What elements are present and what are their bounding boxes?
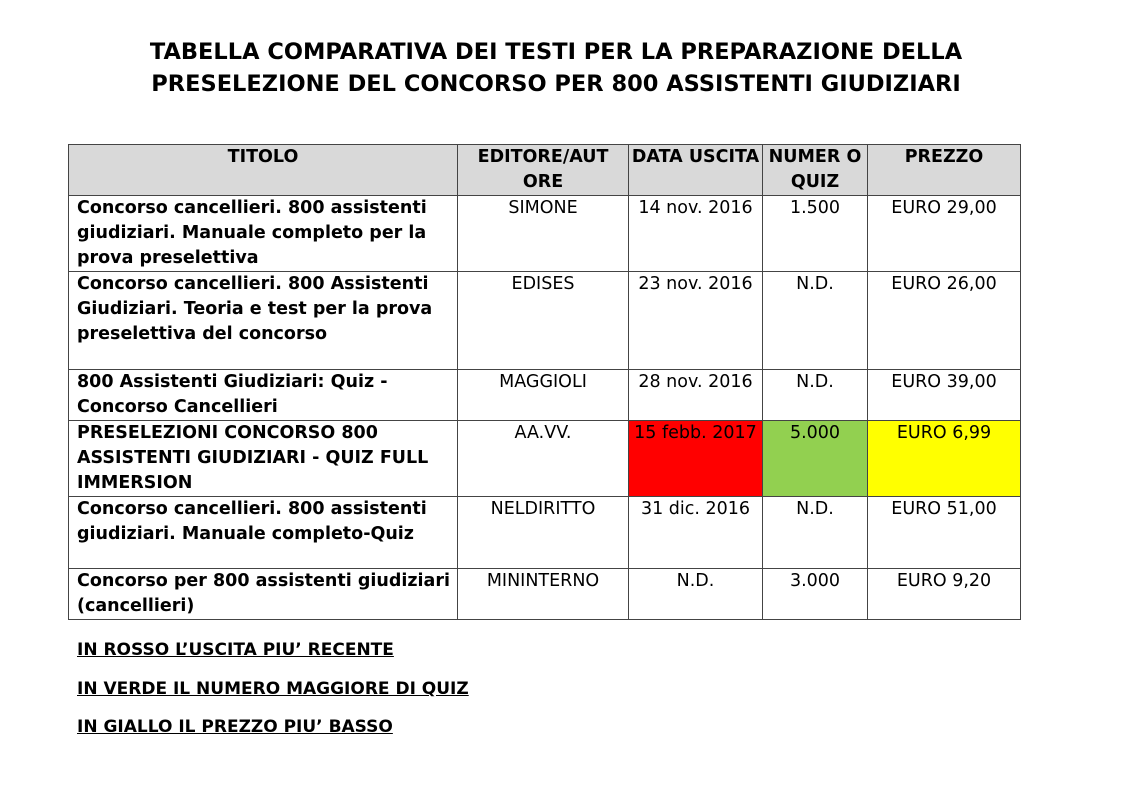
cell-editore: AA.VV. (458, 421, 629, 497)
table-row (69, 497, 1021, 569)
cell-quiz: N.D. (763, 370, 868, 421)
table-row (69, 569, 1021, 620)
cell-editore: NELDIRITTO (458, 497, 629, 569)
cell-prezzo: EURO 29,00 (868, 196, 1021, 272)
table-row (69, 370, 1021, 421)
table-row (69, 196, 1021, 272)
cell-data-most-recent: 15 febb. 2017 (629, 421, 763, 497)
note-yellow: IN GIALLO IL PREZZO PIU’ BASSO (77, 717, 393, 737)
cell-data: 23 nov. 2016 (629, 272, 763, 370)
cell-editore: MININTERNO (458, 569, 629, 620)
note-green: IN VERDE IL NUMERO MAGGIORE DI QUIZ (77, 679, 469, 699)
header-prezzo: PREZZO (868, 145, 1021, 196)
cell-data: 31 dic. 2016 (629, 497, 763, 569)
cell-data: 28 nov. 2016 (629, 370, 763, 421)
cell-titolo: Concorso per 800 assistenti giudiziari (cancellieri) (69, 569, 458, 620)
table-row-highlighted (69, 421, 1021, 497)
cell-quiz: 1.500 (763, 196, 868, 272)
header-row (69, 145, 1021, 196)
cell-data: N.D. (629, 569, 763, 620)
header-editore: EDITORE/AUT ORE (458, 145, 629, 196)
cell-titolo: Concorso cancellieri. 800 assistenti giudiziari. Manuale completo per la prova preselettiva (69, 196, 458, 272)
cell-editore: MAGGIOLI (458, 370, 629, 421)
comparison-table (68, 144, 1021, 620)
cell-editore: SIMONE (458, 196, 629, 272)
cell-prezzo: EURO 26,00 (868, 272, 1021, 370)
cell-titolo: Concorso cancellieri. 800 Assistenti Giudiziari. Teoria e test per la prova preselettiva del concorso (69, 272, 458, 370)
cell-prezzo: EURO 51,00 (868, 497, 1021, 569)
cell-prezzo: EURO 9,20 (868, 569, 1021, 620)
cell-titolo: Concorso cancellieri. 800 assistenti giudiziari. Manuale completo-Quiz (69, 497, 458, 569)
cell-titolo: 800 Assistenti Giudiziari: Quiz - Concorso Cancellieri (69, 370, 458, 421)
cell-quiz: 3.000 (763, 569, 868, 620)
cell-editore: EDISES (458, 272, 629, 370)
cell-quiz: N.D. (763, 272, 868, 370)
cell-titolo: PRESELEZIONI CONCORSO 800 ASSISTENTI GIUDIZIARI - QUIZ FULL IMMERSION (69, 421, 458, 497)
cell-data: 14 nov. 2016 (629, 196, 763, 272)
cell-quiz-most: 5.000 (763, 421, 868, 497)
title-line-1: TABELLA COMPARATIVA DEI TESTI PER LA PREPARAZIONE DELLA (149, 39, 963, 65)
title-line-2: PRESELEZIONE DEL CONCORSO PER 800 ASSISTENTI GIUDIZIARI (151, 71, 961, 97)
cell-prezzo-lowest: EURO 6,99 (868, 421, 1021, 497)
header-quiz: NUMER O QUIZ (763, 145, 868, 196)
header-data: DATA USCITA (629, 145, 763, 196)
table-row (69, 272, 1021, 370)
cell-quiz: N.D. (763, 497, 868, 569)
cell-prezzo: EURO 39,00 (868, 370, 1021, 421)
header-titolo: TITOLO (69, 145, 458, 196)
note-red: IN ROSSO L’USCITA PIU’ RECENTE (77, 640, 394, 660)
document-title (0, 36, 1112, 100)
